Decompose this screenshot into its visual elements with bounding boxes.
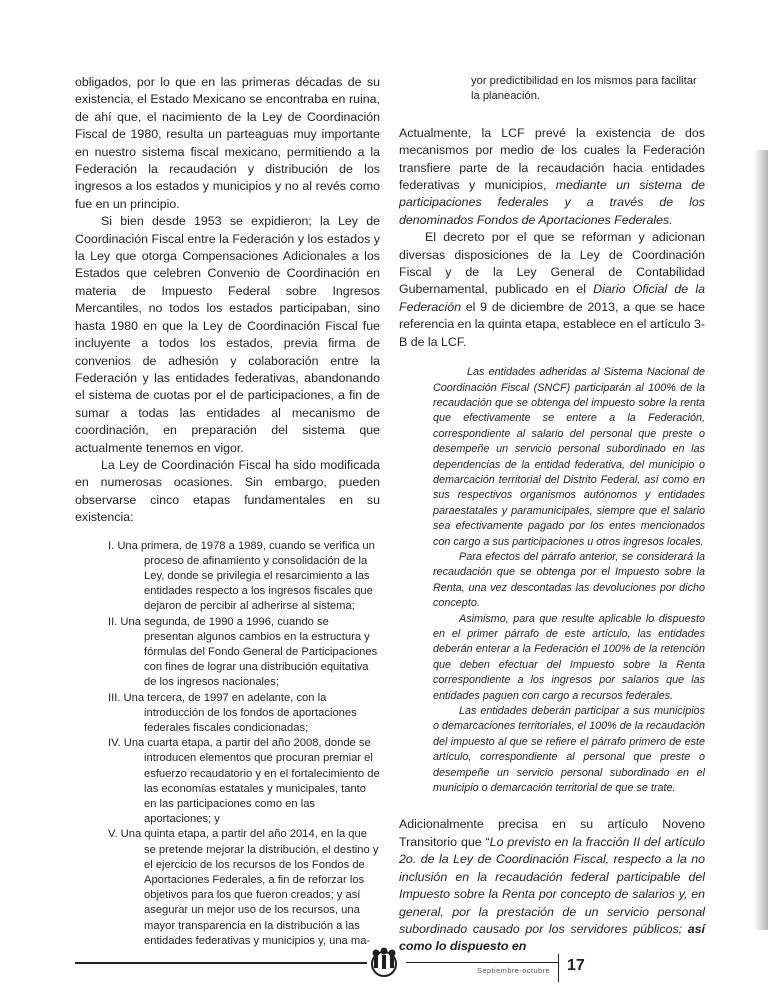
list-item: I. Una primera, de 1978 a 1989, cuando se verifica un proceso de afinamiento y consolidación de la Ley, donde se privilegia el resarcimiento a las entidades respecto a los ingresos fiscales que dejaron de percibir al adherirse al sistema; bbox=[108, 539, 375, 613]
right-column bbox=[399, 74, 705, 956]
body-paragraph bbox=[399, 125, 705, 229]
paragraph-italic: Diario Oficial de la Federación bbox=[399, 282, 705, 314]
paragraph-italic: mediante un sistema de participaciones federales y a través de los denominados Fondos de Aportaciones Federales. bbox=[399, 178, 705, 227]
paragraph-bold-italic: así como lo dispuesto en bbox=[399, 921, 705, 954]
paragraph-text: El decreto por el que se reforman y adicionan diversas disposiciones de la Ley de Coordinación Fiscal y de la Ley General de Contabilidad Gubernamental, publicado en el bbox=[399, 230, 705, 297]
quote-paragraph: Para efectos del párrafo anterior, se considerará la recaudación que se obtenga por el Impuesto sobre la Renta, una vez descontadas las devoluciones por dicho concepto. bbox=[433, 550, 705, 610]
footer-divider bbox=[558, 954, 559, 982]
footer-rule bbox=[75, 962, 367, 964]
paragraph-text: Adicionalmente precisa en su artículo Noveno Transitorio que “ bbox=[399, 817, 705, 849]
list-item: V. Una quinta etapa, a partir del año 2014, en la que se pretende mejorar la distribución, el destino y el ejercicio de los recursos de los Fondos de Aportaciones Federales, a fin de reforzar los objetivos para los que fueron creados; y así asegurar un mejor uso de los recursos, una mayor transparencia en la distribución a las entidades federativas y municipios y, una ma- bbox=[108, 828, 379, 947]
body-paragraph: obligados, por lo que en las primeras décadas de su existencia, el Estado Mexicano se encontraba en ruina, de ahí que, el nacimiento de la Ley de Coordinación Fiscal de 1980, resulta un parteaguas muy importante en nuestro sistema fiscal mexicano, permitiendo a la Federación la recaudación y distribución de los ingresos a los estados y municipios y no al revés como fue en un principio. bbox=[75, 75, 380, 211]
body-paragraph bbox=[399, 816, 705, 955]
quote-paragraph: Asimismo, para que resulte aplicable lo dispuesto en el primer párrafo de este artículo, las entidades deberán enterar a la Federación el 100% de la retención que deben efectuar del Impuesto sobre la Renta correspondiente a los ingresos por salarios que las entidades paguen con cargo a recursos federales. bbox=[433, 612, 705, 702]
stages-list bbox=[108, 539, 380, 949]
page-number: 17 bbox=[567, 957, 585, 974]
left-column bbox=[75, 74, 380, 949]
institution-logo-icon bbox=[366, 946, 402, 980]
list-continuation: yor predictibilidad en los mismos para facilitar la planeación. bbox=[471, 75, 697, 103]
body-paragraph bbox=[399, 229, 705, 351]
list-item: III. Una tercera, de 1997 en adelante, con la introducción de los fondos de aportaciones federales fiscales condicionadas; bbox=[108, 691, 357, 734]
body-paragraph: Si bien desde 1953 se expidieron; la Ley de Coordinación Fiscal entre la Federación y los estados y la Ley que otorga Compensaciones Adicionales a los Estados que celebren Convenio de Coordinación en materia de Impuesto Federal sobre Ingresos Mercantiles, no todos los estados participaban, sino hasta 1980 en que la Ley de Coordinación Fiscal fue incluyente a todos los estados, previa firma de convenios de adhesión y colaboración entre la Federación y las entidades federativas, abandonando el sistema de cuotas por el de participaciones, a fin de sumar a todas las entidades al mecanismo de coordinación, en preparación del sistema que actualmente tenemos en vigor. bbox=[75, 214, 380, 455]
paragraph-text: Actualmente, la LCF prevé la existencia de dos mecanismos por medio de los cuales la Federación transfiere parte de la recaudación hacia entidades federativas y municipios, bbox=[399, 125, 705, 193]
quote-paragraph: Las entidades deberán participar a sus municipios o demarcaciones territoriales, el 100% de la recaudación del impuesto al que se refiere el párrafo primero de este artículo, correspondiente al personal que preste o desempeñe un servicio personal subordinado en el municipio o demarcación territorial de que se trate. bbox=[433, 705, 705, 795]
block-quote bbox=[433, 365, 705, 796]
page-edge-shadow bbox=[754, 150, 768, 930]
footer-rule-right bbox=[406, 962, 558, 963]
footer-issue-months: Septiembre-octubre bbox=[477, 966, 551, 975]
list-item: IV. Una cuarta etapa, a partir del año 2008, donde se introducen elementos que procuran premiar el esfuerzo recaudatorio y en el fortalecimiento de las economías estatales y municipales, tanto en las participaciones como en las aportaciones; y bbox=[108, 737, 380, 826]
body-paragraph: La Ley de Coordinación Fiscal ha sido modificada en numerosas ocasiones. Sin embargo, pueden observarse cinco etapas fundamentales en su existencia: bbox=[75, 457, 380, 525]
quote-paragraph: Las entidades adheridas al Sistema Nacional de Coordinación Fiscal (SNCF) participarán al 100% de la recaudación que se obtenga del impuesto sobre la renta que efectivamente se entere a la Federación, correspondiente al salario del personal que preste o desempeñe un servicio personal subordinado en las dependencias de la entidad federativa, del municipio o demarcación territorial del Distrito Federal, así como en sus respectivos organismos autónomos y entidades paraestatales y paramunicipales, siempre que el salario sea efectivamente pagado por los entes mencionados con cargo a sus participaciones u otros ingresos locales. bbox=[433, 366, 705, 548]
paragraph-text: el 9 de diciembre de 2013, a que se hace referencia en la quinta etapa, establece en el artículo 3-B de la LCF. bbox=[399, 299, 705, 349]
list-item: II. Una segunda, de 1990 a 1996, cuando se presentan algunos cambios en la estructura y fórmulas del Fondo General de Participaciones con fines de lograr una distribución equitativa de los ingresos nacionales; bbox=[108, 615, 378, 689]
paragraph-italic: Lo previsto en la fracción II del artículo 2o. de la Ley de Coordinación Fiscal, respecto a la no inclusión en la recaudación federal participable del Impuesto sobre la Renta por concepto de salarios y, en general, por la prestación de un servicio personal subordinado causado por los servidores públicos; bbox=[399, 834, 705, 936]
